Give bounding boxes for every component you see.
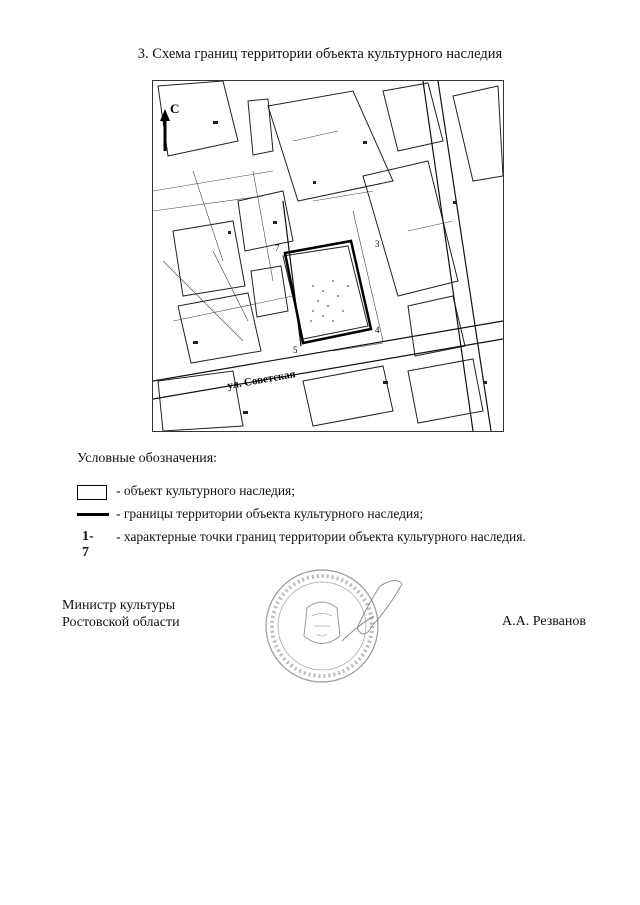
position-line-1: Министр культуры [62,598,176,613]
boundary-line-icon [77,513,109,516]
street-label: ул. Советская [226,368,297,392]
legend-item-text: - характерные точки границ территории объекта культурного наследия. [116,529,526,544]
point-label-5: 5 [293,345,298,355]
signatory-name: А.А. Резванов [502,614,586,629]
document-title: 3. Схема границ территории объекта культурного наследия [137,46,503,62]
official-seal-stamp [262,566,412,686]
position-line-2: Ростовской области [62,615,180,630]
points-label: 1-7 [82,529,94,560]
point-label-7: 7 [275,243,280,253]
site-map-drawing [153,81,503,431]
legend-item-text: - объект культурного наследия; [116,483,296,498]
signatory-position [62,597,180,631]
object-box-icon [77,485,107,500]
point-label-4: 4 [375,325,380,335]
point-label-3: 3 [375,239,380,249]
site-map [152,80,504,432]
legend-item-text: - границы территории объекта культурного наследия; [116,506,424,521]
north-label: С [170,101,180,116]
legend-heading: Условные обозначения: [77,451,218,466]
